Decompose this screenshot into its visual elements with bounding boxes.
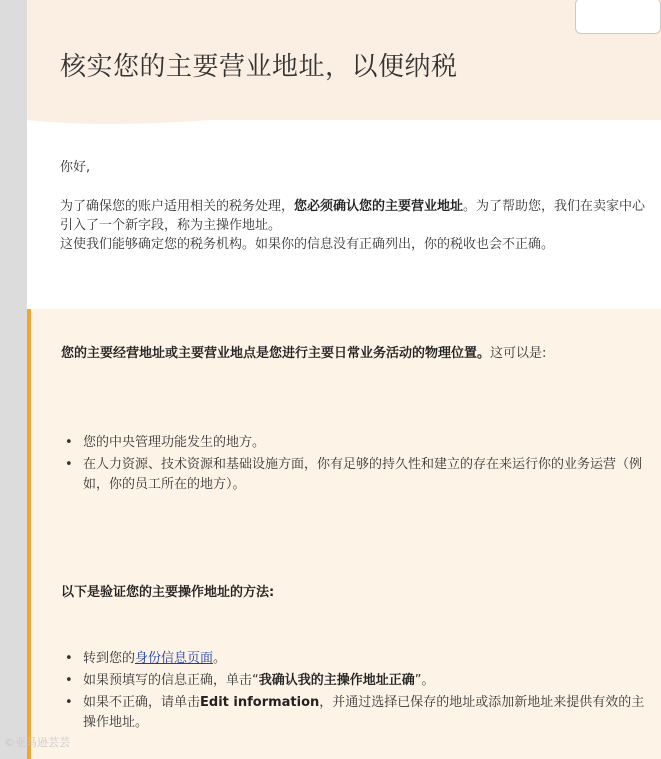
intro-text: 为了确保您的账户适用相关的税务处理， [60,199,295,214]
list-item: • 您的中央管理功能发生的地方。 [61,433,646,453]
definition-text [61,344,646,364]
step2-after: ”。 [414,673,435,688]
identity-info-link[interactable]: 身份信息页面 [135,651,214,666]
intro-section [60,158,650,254]
step3-after: ，并通过选择已保存的地址或添加新地址来提供有效的主操作地址。 [83,695,645,730]
email-page [27,0,661,759]
confirm-address-label: 我确认我的主操作地址正确 [258,673,415,688]
definition-bold: 您的主要经营地址或主要营业地点是您进行主要日常业务活动的物理位置。 [61,346,491,361]
intro-paragraph-1 [60,197,650,235]
info-panel [27,309,661,759]
criteria-list [61,433,646,497]
step1-after: 。 [213,651,227,666]
list-item [61,649,646,669]
page-title: 核实您的主要营业地址，以便纳税 [60,52,458,82]
left-gutter [0,0,27,759]
header-wave [27,96,661,136]
greeting: 你好, [60,160,91,175]
intro-bold: 您必须确认您的主要营业地址 [294,199,464,214]
watermark: ©亚马逊芸芸 [4,736,70,749]
step1-text: 转到您的 [83,651,136,666]
step2-text: 如果预填写的信息正确，单击“ [83,673,259,688]
list-item: • 在人力资源、技术资源和基础设施方面，你有足够的持久性和建立的存在来运行你的业务运营（例如，你的员工所在的地方）。 [61,455,646,495]
list-item [61,693,646,733]
corner-box [575,0,661,34]
howto-heading: 以下是验证您的主要操作地址的方法: [61,585,275,600]
intro-paragraph-2: 这使我们能够确定您的税务机构。如果你的信息没有正确列出，你的税收也会不正确。 [60,237,555,252]
list-item [61,671,646,691]
edit-information-label: Edit information [200,695,320,710]
step3-text: 如果不正确，请单击 [83,695,201,710]
steps-list [61,649,646,735]
definition-after: 这可以是: [490,346,547,361]
intro-text-after: 。为了帮助您，我们在卖家中心引入了一个新字段，称为主操作地址。 [60,199,646,233]
